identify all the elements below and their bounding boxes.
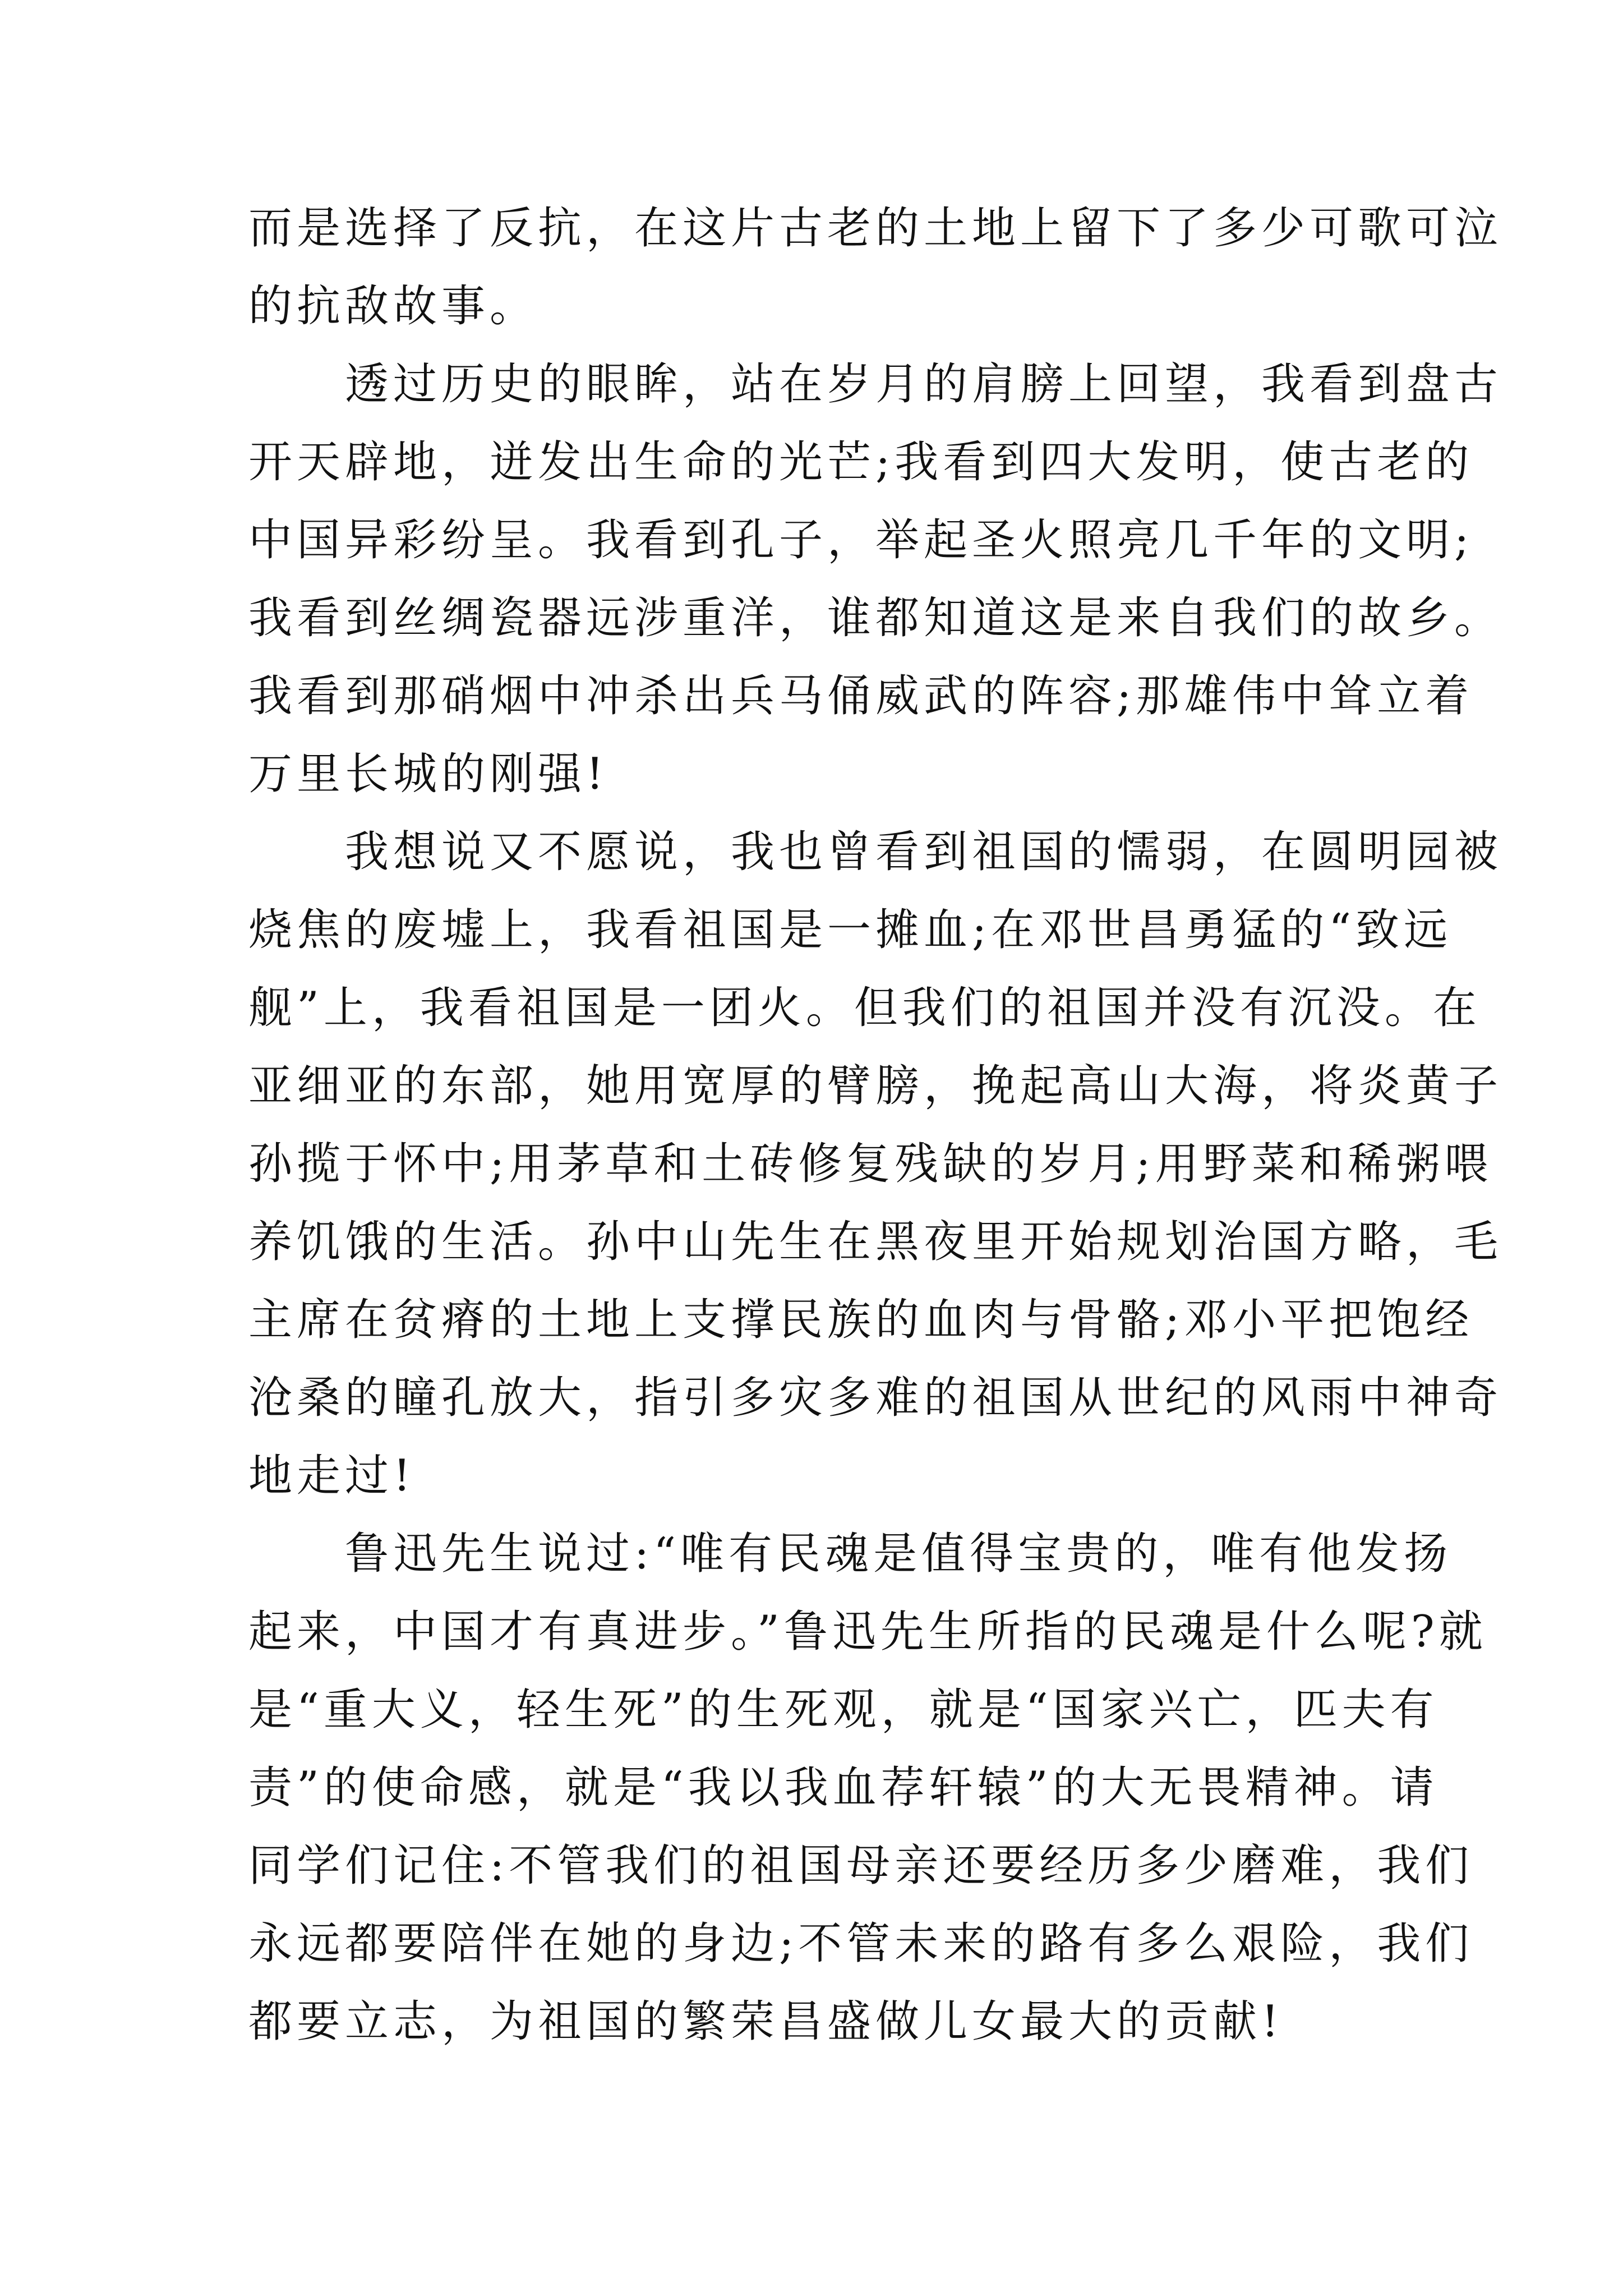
text-line: 起来，中国才有真进步。”鲁迅先生所指的民魂是什么呢?就 bbox=[248, 1607, 1487, 1657]
text-line: 地走过! bbox=[248, 1451, 416, 1501]
text-line: 万里长城的刚强! bbox=[248, 749, 608, 799]
text-line: 主席在贫瘠的土地上支撑民族的血肉与骨骼;邓小平把饱经 bbox=[248, 1295, 1474, 1345]
text-line: 我看到丝绸瓷器远涉重洋，谁都知道这是来自我们的故乡。 bbox=[248, 593, 1503, 643]
text-line: 烧焦的废墟上，我看祖国是一摊血;在邓世昌勇猛的“致远 bbox=[248, 905, 1453, 955]
text-line: 养饥饿的生活。孙中山先生在黑夜里开始规划治国方略，毛 bbox=[248, 1217, 1503, 1267]
text-line: 舰”上，我看祖国是一团火。但我们的祖国并没有沉没。在 bbox=[248, 983, 1481, 1033]
text-line: 开天辟地，迸发出生命的光芒;我看到四大发明，使古老的 bbox=[248, 437, 1474, 487]
text-line: 我看到那硝烟中冲杀出兵马俑威武的阵容;那雄伟中耸立着 bbox=[248, 671, 1474, 721]
text-line: 永远都要陪伴在她的身边;不管未来的路有多么艰险，我们 bbox=[248, 1918, 1474, 1969]
paragraph-first-line: 鲁迅先生说过:“唯有民魂是值得宝贵的，唯有他发扬 bbox=[345, 1529, 1453, 1579]
text-line: 沧桑的瞳孔放大，指引多灾多难的祖国从世纪的风雨中神奇 bbox=[248, 1373, 1503, 1423]
text-line: 的抗敌故事。 bbox=[248, 281, 538, 332]
text-line: 同学们记住:不管我们的祖国母亲还要经历多少磨难，我们 bbox=[248, 1841, 1474, 1891]
text-line: 都要立志，为祖国的繁荣昌盛做儿女最大的贡献! bbox=[248, 1996, 1284, 2047]
text-line: 是“重大义，轻生死”的生死观，就是“国家兴亡，匹夫有 bbox=[248, 1685, 1438, 1735]
text-line: 孙揽于怀中;用茅草和土砖修复残缺的岁月;用野菜和稀粥喂 bbox=[248, 1139, 1493, 1189]
text-line: 中国异彩纷呈。我看到孔子，举起圣火照亮几千年的文明; bbox=[248, 515, 1474, 565]
text-line: 而是选择了反抗，在这片古老的土地上留下了多少可歌可泣 bbox=[248, 203, 1503, 254]
text-line: 亚细亚的东部，她用宽厚的臂膀，挽起高山大海，将炎黄子 bbox=[248, 1061, 1503, 1111]
text-line: 责”的使命感，就是“我以我血荐轩辕”的大无畏精神。请 bbox=[248, 1763, 1438, 1813]
body-text bbox=[248, 190, 1503, 2061]
paragraph-first-line: 透过历史的眼眸，站在岁月的肩膀上回望，我看到盘古 bbox=[345, 359, 1503, 409]
paragraph-first-line: 我想说又不愿说，我也曾看到祖国的懦弱，在圆明园被 bbox=[345, 827, 1503, 877]
